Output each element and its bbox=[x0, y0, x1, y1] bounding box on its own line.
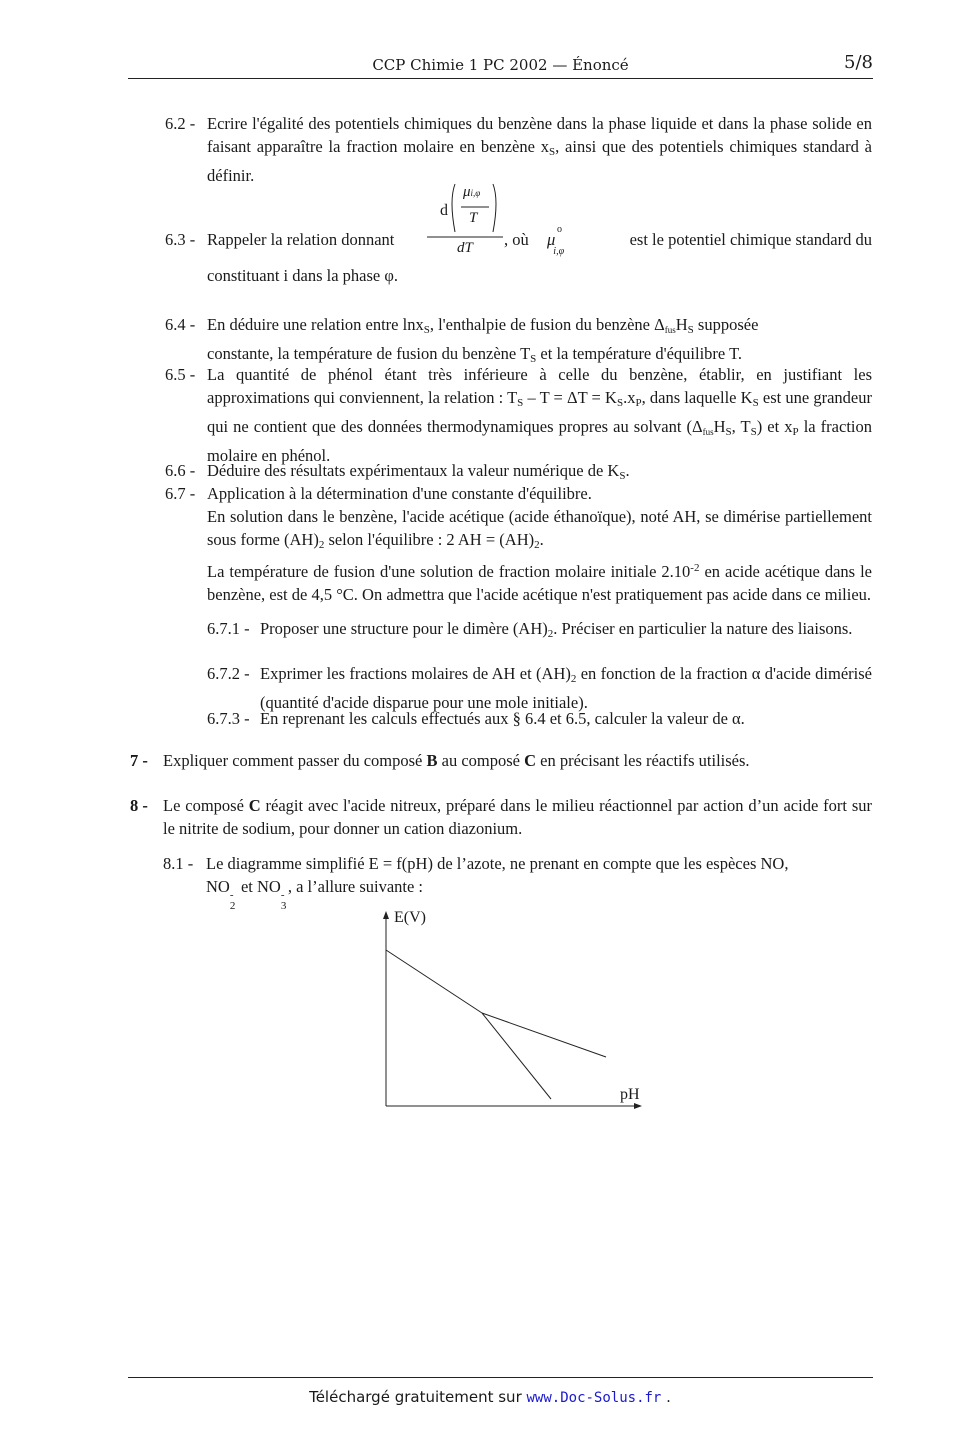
y-axis-arrow bbox=[383, 911, 389, 919]
question-6-5: 6.5 - La quantité de phénol étant très inférieure à celle du benzène, établir, en justifiant les approximations qui conviennent, la relation : $T_S - T = \Delta T = K_S.x_P$, dans laquelle $K_S$ est une grandeur qui ne contient que des données thermodynamiques propres au solvant ($\Delta_{fus}H_S$, $T_S$) et $x_P$ la fraction molaire en phénol. bbox=[165, 365, 873, 465]
question-number: 6.7.1 - bbox=[207, 619, 250, 638]
boundary-line-lower bbox=[482, 1013, 551, 1099]
question-number: 6.7 - bbox=[165, 484, 196, 503]
pourbaix-diagram bbox=[370, 905, 660, 1125]
question-number: 8.1 - bbox=[163, 854, 194, 873]
y-axis-label: E(V) bbox=[394, 909, 426, 926]
question-6-2: 6.2 - Ecrire l'égalité des potentiels chimiques du benzène dans la phase liquide et dans la phase solide en faisant apparaître la fraction molaire en benzène $x_S$, ainsi que des potentiels chimiques standard à définir. bbox=[165, 114, 872, 185]
question-7: 7 - Expliquer comment passer du composé B au composé C en précisant les réactifs utilisés. bbox=[130, 751, 750, 770]
question-number: 8 - bbox=[130, 796, 148, 815]
question-number: 6.4 - bbox=[165, 315, 196, 334]
footer-link[interactable]: www.Doc-Solus.fr bbox=[526, 1390, 662, 1406]
header-title: CCP Chimie 1 PC 2002 — Énoncé bbox=[372, 56, 629, 74]
page-header bbox=[128, 50, 873, 79]
page-footer: Téléchargé gratuitement sur www.Doc-Solus.fr . bbox=[309, 1388, 671, 1406]
question-number: 6.5 - bbox=[165, 365, 196, 384]
boundary-line-upper bbox=[386, 950, 482, 1013]
question-6-7: 6.7 - Application à la détermination d'une constante d'équilibre. En solution dans le benzène, l'acide acétique (acide éthanoïque), noté AH, se dimérise partiellement sous forme $(AH)_2$ selon l'équilibre : 2 AH = $(AH)_2$. La température de fusion d'une solution de fraction molaire initiale $2.10^{-2}$ en acide acétique dans le benzène, est de 4,5 °C. On admettra que l'acide acétique n'est pratiquement pas acide dans ce milieu. bbox=[165, 484, 872, 604]
question-6-4: 6.4 - En déduire une relation entre lnx$_S$, l'enthalpie de fusion du benzène $\Delta_{fus}H_S$ supposée constante, la température de fusion du benzène $T_S$ et la température d'équilibre T. bbox=[165, 315, 759, 365]
question-8-1: 8.1 - Le diagramme simplifié E = f(pH) de l’azote, ne prenant en compte que les espèces NO, NO - 2 et NO - 3 , a l’allure suivante : bbox=[163, 854, 789, 912]
question-number: 6.2 - bbox=[165, 114, 196, 133]
question-number: 6.7.3 - bbox=[207, 709, 250, 728]
question-number: 6.6 - bbox=[165, 461, 196, 480]
question-6-6: 6.6 - Déduire des résultats expérimentaux la valeur numérique de $K_S$. bbox=[165, 461, 630, 482]
question-number: 6.3 - bbox=[165, 230, 196, 249]
footer-divider bbox=[128, 1377, 873, 1378]
x-axis-label: pH bbox=[620, 1086, 640, 1103]
question-number: 6.7.2 - bbox=[207, 664, 250, 683]
diagram-svg bbox=[370, 905, 660, 1120]
question-8: 8 - Le composé C réagit avec l'acide nitreux, préparé dans le milieu réactionnel par action d’un acide fort sur le nitrite de sodium, pour donner un cation diazonium. bbox=[130, 796, 872, 838]
page-number: 5/8 bbox=[844, 52, 873, 73]
derivative-fraction: d μi,φ T dT bbox=[425, 180, 505, 260]
question-6-7-3: 6.7.3 - En reprenant les calculs effectués aux § 6.4 et 6.5, calculer la valeur de α. bbox=[207, 709, 745, 728]
boundary-line-right bbox=[482, 1013, 606, 1057]
question-6-7-2: 6.7.2 - Exprimer les fractions molaires de AH et $(AH)_2$ en fonction de la fraction α d'acide dimérisé (quantité d'acide disparue pour une mole initiale). bbox=[207, 664, 872, 712]
mu-symbol: $\mu_{i,\varphi}$ bbox=[547, 230, 565, 257]
question-6-7-1: 6.7.1 - Proposer une structure pour le dimère $(AH)_2$. Préciser en particulier la nature des liaisons. bbox=[207, 619, 853, 640]
question-number: 7 - bbox=[130, 751, 148, 770]
